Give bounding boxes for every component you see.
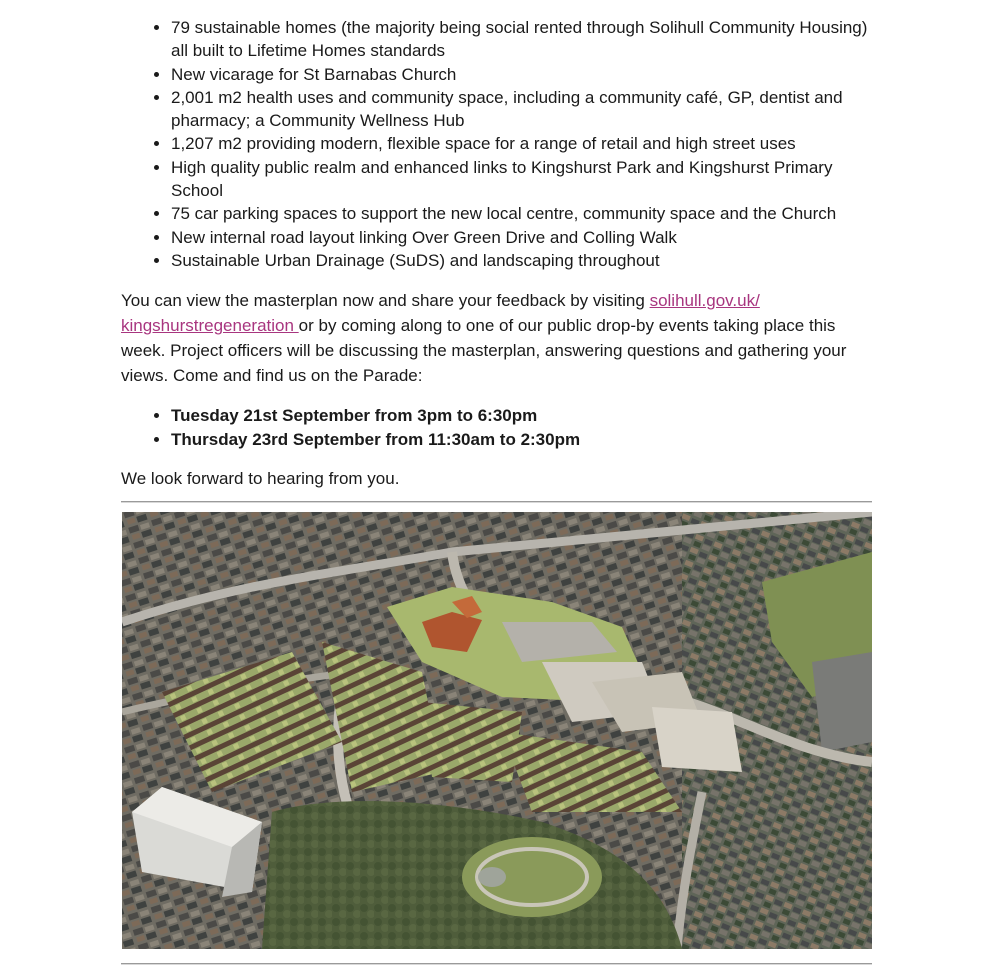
list-item: • 2,001 m2 health uses and community space, including a community café, GP, dentist and pharmacy; a Community Wellness Hub xyxy=(171,86,873,133)
events-list xyxy=(121,404,873,451)
list-item: • High quality public realm and enhanced links to Kingshurst Park and Kingshurst Primary School xyxy=(171,156,873,203)
features-list xyxy=(121,16,873,272)
article-body xyxy=(121,16,873,490)
paragraph-text-after-link: or by coming along to one of our public drop-by events taking place this week. Project officers will be discussing the masterplan, answering questions and gathering your views. Come and find us on the Parade: xyxy=(121,316,847,386)
list-item: • New vicarage for St Barnabas Church xyxy=(171,63,873,86)
masterplan-link[interactable]: solihull.gov.uk/ kingshurstregeneration xyxy=(121,291,760,336)
masterplan-aerial-image xyxy=(122,512,872,949)
list-item: • 79 sustainable homes (the majority being social rented through Solihull Community Housing) all built to Lifetime Homes standards xyxy=(171,16,873,63)
list-item: • 75 car parking spaces to support the new local centre, community space and the Church xyxy=(171,202,873,225)
list-item: • Sustainable Urban Drainage (SuDS) and landscaping throughout xyxy=(171,249,873,272)
divider xyxy=(121,501,872,503)
closing-text: We look forward to hearing from you. xyxy=(121,468,400,488)
event-item: • Thursday 23rd September from 11:30am to 2:30pm xyxy=(171,428,873,451)
paragraph-text-before-link: You can view the masterplan now and share your feedback by visiting xyxy=(121,291,650,311)
event-item: • Tuesday 21st September from 3pm to 6:30pm xyxy=(171,404,873,427)
masterplan-paragraph xyxy=(121,288,873,388)
list-item: • New internal road layout linking Over Green Drive and Colling Walk xyxy=(171,226,873,249)
list-item: • 1,207 m2 providing modern, flexible space for a range of retail and high street uses xyxy=(171,132,873,155)
